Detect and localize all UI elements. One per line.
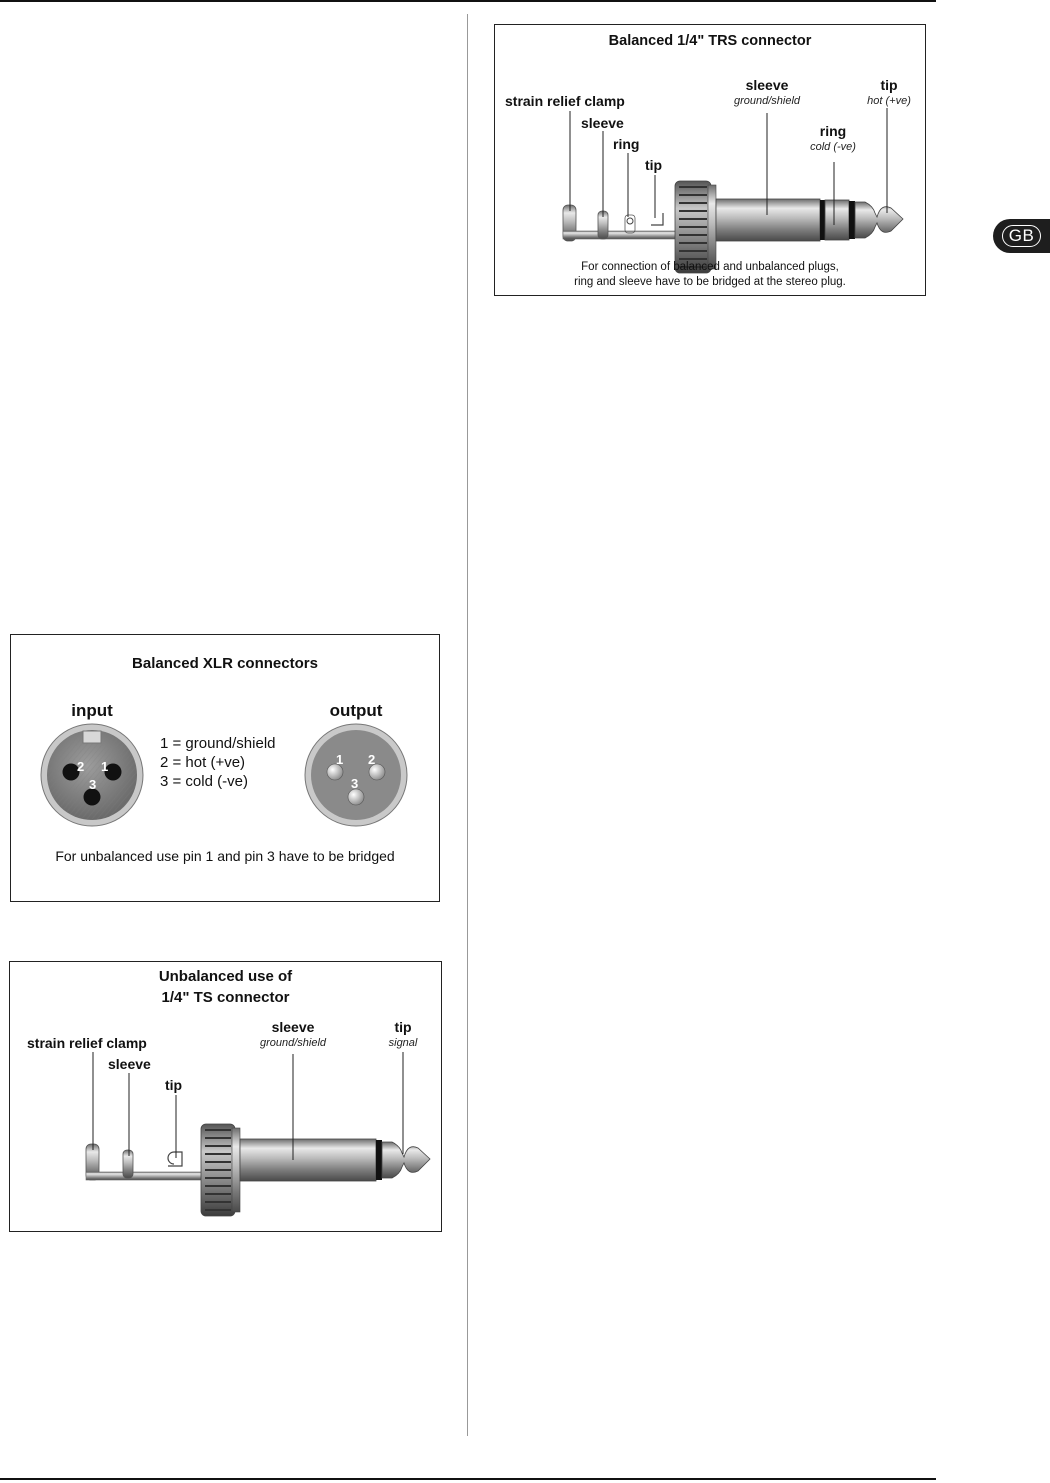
xlr-output-label: output [329, 701, 383, 720]
ts-connector-figure [9, 961, 442, 1232]
xlr-note: For unbalanced use pin 1 and pin 3 have to be bridged [55, 848, 395, 864]
ts-figure-title-line-2: 1/4" TS connector [161, 989, 290, 1006]
xlr-connector-figure [10, 634, 440, 902]
language-tab-badge [993, 219, 1050, 253]
trs-connector-figure [494, 24, 926, 296]
xlr-input-label: input [71, 701, 113, 720]
trs-insulator-1 [820, 200, 825, 240]
trs-figure-title: Balanced 1/4" TRS connector [608, 33, 812, 49]
trs-label-tip-small: tip [645, 157, 663, 173]
xlr-output-pin-1: 1 [336, 752, 344, 767]
top-rule [0, 0, 936, 2]
trs-insulator-2 [849, 201, 855, 239]
trs-label-sleeve-sub: ground/shield [733, 95, 801, 107]
ts-label-sleeve: sleeve [271, 1019, 315, 1035]
xlr-figure-title: Balanced XLR connectors [132, 655, 318, 672]
xlr-pin-legend-1: 1 = ground/shield [160, 735, 276, 752]
ts-label-strain-relief-clamp: strain relief clamp [27, 1035, 147, 1051]
xlr-output-male-drawing [305, 724, 407, 826]
xlr-pin-legend-2: 2 = hot (+ve) [160, 754, 246, 771]
column-divider [467, 14, 468, 1436]
xlr-input-female-drawing [41, 724, 143, 826]
bottom-rule [0, 1478, 936, 1480]
xlr-input-pin-2: 2 [77, 759, 85, 774]
language-tab-label: GB [1002, 225, 1042, 247]
trs-note-line-1: For connection of balanced and unbalanced plugs, [581, 261, 839, 273]
trs-label-ring: ring [819, 123, 847, 139]
ts-sleeve-part [240, 1139, 376, 1181]
trs-label-ring-sub: cold (-ve) [810, 141, 856, 153]
trs-note-line-2: ring and sleeve have to be bridged at the stereo plug. [574, 276, 846, 288]
trs-label-tip: tip [880, 77, 898, 93]
trs-label-ring-small: ring [613, 136, 640, 152]
ts-threaded-body [201, 1124, 240, 1216]
trs-sleeve-part [716, 199, 820, 241]
ts-label-tip: tip [394, 1019, 412, 1035]
ts-figure-title-line-1: Unbalanced use of [158, 968, 293, 985]
xlr-output-pin-3: 3 [351, 776, 359, 791]
ts-solder-tabs [86, 1144, 208, 1180]
trs-plug-drawing [495, 25, 925, 295]
ts-label-tip-small: tip [165, 1077, 183, 1093]
trs-label-sleeve-small: sleeve [581, 115, 624, 131]
xlr-output-pin-2: 2 [368, 752, 376, 767]
xlr-input-pin-1: 1 [101, 759, 109, 774]
xlr-pin-legend-3: 3 = cold (-ve) [160, 773, 248, 790]
trs-ring-part [825, 200, 849, 240]
trs-solder-tabs [563, 205, 685, 241]
ts-label-sleeve-small: sleeve [108, 1056, 151, 1072]
trs-tip-part [855, 202, 903, 238]
xlr-input-pin-3: 3 [89, 777, 97, 792]
ts-label-sleeve-sub: ground/shield [259, 1037, 327, 1049]
trs-label-sleeve: sleeve [745, 77, 789, 93]
trs-threaded-body [675, 181, 716, 273]
ts-tip-part [382, 1142, 430, 1178]
ts-insulator [376, 1140, 382, 1180]
ts-label-tip-sub: signal [388, 1037, 418, 1049]
trs-label-tip-sub: hot (+ve) [867, 95, 911, 107]
trs-label-strain-relief-clamp: strain relief clamp [505, 93, 625, 109]
